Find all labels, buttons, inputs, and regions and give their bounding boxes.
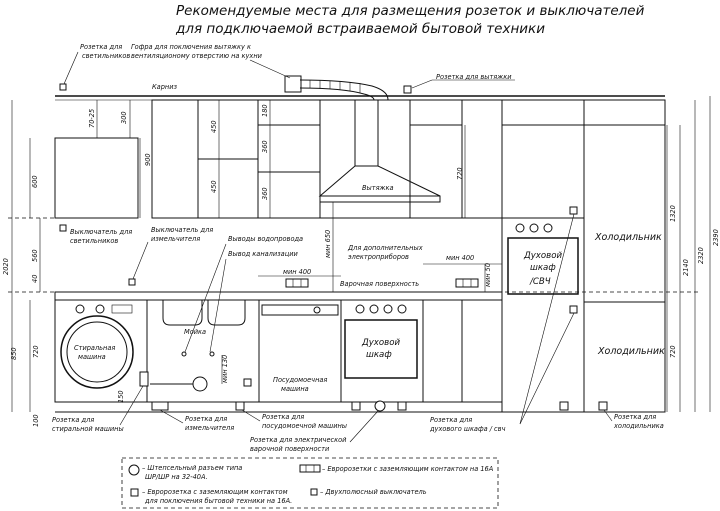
label-socket-fridge-2: холодильника <box>614 422 664 430</box>
label-pipe-2: вентиляционому отверстию на кухни <box>131 52 262 60</box>
dishwasher-label-2: машина <box>281 385 309 393</box>
oven-label-1: Духовой <box>362 338 401 348</box>
range-hood <box>320 100 440 202</box>
label-socket-dishwasher-1: Розетка для <box>262 413 305 421</box>
plug-hob-icon <box>375 401 385 411</box>
dim-300: 300 <box>120 111 128 124</box>
label-switch-grinder-1: Выключатель для <box>151 226 214 234</box>
label-socket-dishwasher-2: посудомоечной машины <box>262 422 348 430</box>
label-socket-hob-1: Розетка для электрической <box>250 436 347 444</box>
dim-70-25: 70-25 <box>88 108 96 128</box>
dim-400b: мин 400 <box>446 254 475 262</box>
title-line-1: Рекомендуемые места для размещения розеток и выключателей <box>176 3 645 19</box>
switch-grinder-icon <box>129 279 135 285</box>
socket-plinth-4-icon <box>398 402 406 410</box>
washer-label-1: Стиральная <box>74 344 116 352</box>
socket-plinth-1-icon <box>152 402 168 410</box>
dim-2020: 2020 <box>2 258 10 275</box>
label-socket-lights-1: Розетка для <box>80 43 123 51</box>
dim-900: 900 <box>144 153 152 166</box>
label-socket-grinder-1: Розетка для <box>185 415 228 423</box>
legend <box>122 458 498 508</box>
label-socket-oven-1: Розетка для <box>430 416 473 424</box>
label-switch-lights-2: светильников <box>70 237 119 245</box>
label-worktop: Варочная поверхность <box>340 280 420 288</box>
dim-100: 100 <box>32 414 40 427</box>
legend-euro-ground-2: для поключения бытовой техники на 16А. <box>145 497 293 505</box>
dim-650: мин 650 <box>324 229 332 258</box>
oven <box>345 305 417 378</box>
annotations <box>52 43 664 453</box>
dim-2320: 2320 <box>697 247 705 264</box>
socket-double-2-icon <box>456 279 478 287</box>
oven-label-2: шкаф <box>366 350 392 360</box>
fridge-top-label: Холодильник <box>595 232 662 243</box>
socket-hood-icon <box>404 86 411 93</box>
label-switch-lights-1: Выключатель для <box>70 228 133 236</box>
washer-label-2: машина <box>78 353 106 361</box>
oven-microwave-label-1: Духовой <box>524 251 563 261</box>
socket-double-1-icon <box>286 279 308 287</box>
label-socket-hob-2: варочной поверхности <box>250 445 330 453</box>
switch-lights-icon <box>60 225 66 231</box>
title-line-2: для подключаемой встраиваемой бытовой техники <box>176 21 545 37</box>
socket-washer-icon <box>140 372 148 386</box>
dim-450b: 450 <box>210 180 218 193</box>
label-socket-lights-2: светильников <box>82 52 131 60</box>
label-cornice: Карниз <box>152 83 178 91</box>
dim-400a: мин 400 <box>283 268 312 276</box>
label-water: Выводы водопровода <box>228 235 304 243</box>
dim-150: 150 <box>117 390 125 403</box>
dishwasher <box>262 305 338 393</box>
label-socket-grinder-2: измельчителя <box>185 424 235 432</box>
socket-plinth-2-icon <box>236 402 244 410</box>
dim-2390: 2390 <box>712 229 720 246</box>
dim-360a: 360 <box>261 140 269 153</box>
legend-plug-socket-1: – Штепсельный разъем типа <box>142 464 243 472</box>
washing-machine <box>61 305 133 388</box>
dim-2140: 2140 <box>682 259 690 276</box>
dim-720a: 720 <box>456 167 464 180</box>
label-socket-fridge-1: Розетка для <box>614 413 657 421</box>
hood-label: Вытяжка <box>362 184 394 192</box>
oven-microwave <box>508 224 578 294</box>
legend-euro-double: – Евророзетки с заземляющим контактом на 16А <box>322 465 494 473</box>
label-extra-2: электроприборов <box>348 253 409 261</box>
dim-360b: 360 <box>261 187 269 200</box>
dim-720b: 720 <box>32 345 40 358</box>
socket-plinth-6-icon <box>599 402 607 410</box>
dim-850: 850 <box>10 347 18 360</box>
fridge-bottom-label: Холодильник <box>598 346 665 357</box>
socket-plinth-5-icon <box>560 402 568 410</box>
sink-label: Мойка <box>184 328 207 336</box>
dim-180: 180 <box>261 104 269 117</box>
sink <box>150 300 245 391</box>
oven-microwave-label-2: шкаф <box>530 263 556 273</box>
legend-double-switch: – Двухполюсный выключатель <box>320 488 427 496</box>
dim-130: мин 130 <box>221 354 229 383</box>
label-socket-hood: Розетка для вытяжки <box>436 73 512 81</box>
socket-lights-icon <box>60 84 66 90</box>
dim-40: 40 <box>31 274 39 283</box>
socket-dishwasher-icon <box>244 379 251 386</box>
label-sewer: Вывод канализации <box>228 250 298 258</box>
legend-plug-socket-2: ШР/ШР на 32-40А. <box>145 473 208 481</box>
label-socket-washer-1: Розетка для <box>52 416 95 424</box>
dim-600: 600 <box>31 175 39 188</box>
dim-720c: 720 <box>669 345 677 358</box>
socket-fridge-top-icon <box>570 306 577 313</box>
dishwasher-label-1: Посудомоечная <box>273 376 328 384</box>
dim-50: мин 50 <box>484 262 492 287</box>
dim-560: 560 <box>31 249 39 262</box>
socket-oven-top-icon <box>570 207 577 214</box>
label-socket-oven-2: духового шкафа / свч <box>430 425 506 433</box>
oven-microwave-label-3: /СВЧ <box>530 277 551 287</box>
sockets <box>60 84 607 411</box>
label-switch-grinder-2: измельчителя <box>151 235 201 243</box>
dim-450a: 450 <box>210 120 218 133</box>
socket-plinth-3-icon <box>352 402 360 410</box>
dim-1320: 1320 <box>669 205 677 222</box>
label-socket-washer-2: стиральной машины <box>52 425 124 433</box>
label-pipe-1: Гофра для поключения вытяжку к <box>131 43 252 51</box>
label-extra-1: Для дополнительных <box>348 244 423 252</box>
legend-euro-ground-1: – Евророзетка с заземляющим контактом <box>142 488 288 496</box>
